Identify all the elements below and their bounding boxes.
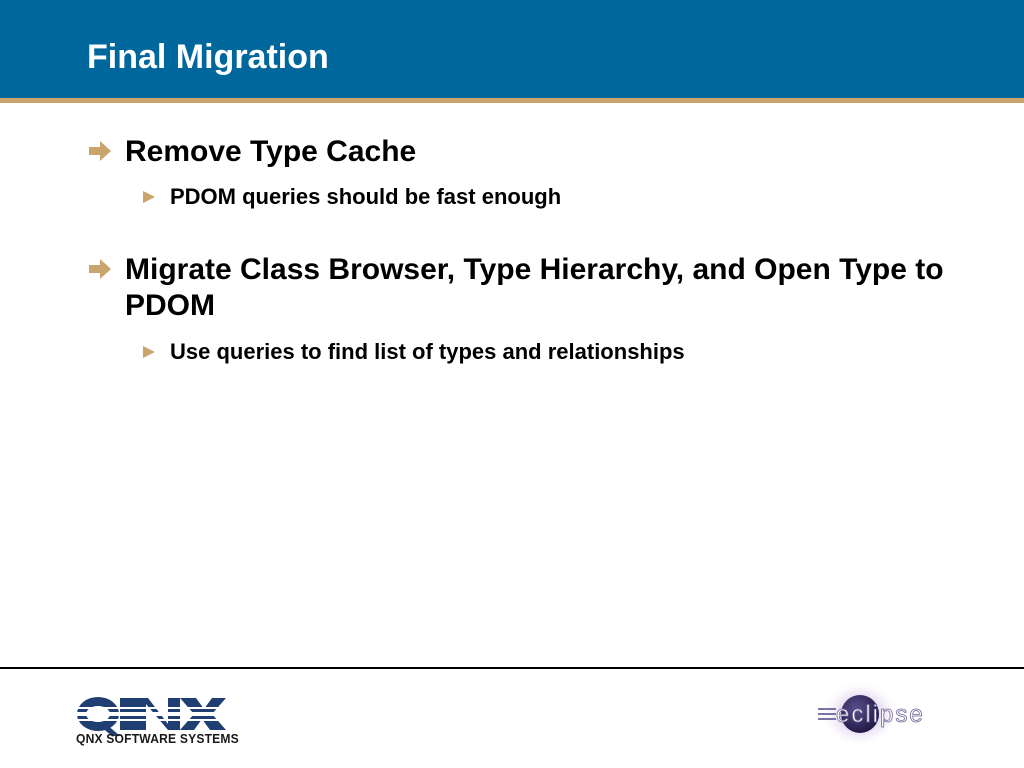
bullet-text: Migrate Class Browser, Type Hierarchy, and Open Type to PDOM	[125, 253, 944, 322]
slide-title: Final Migration	[87, 38, 329, 76]
right-arrow-icon	[87, 256, 113, 282]
footer-divider	[0, 667, 1024, 669]
title-accent-stripe	[0, 98, 1024, 103]
sub-bullet-text: Use queries to find list of types and relationships	[170, 339, 685, 364]
sub-bullet-text: PDOM queries should be fast enough	[170, 184, 562, 209]
eclipse-logo-icon	[812, 678, 942, 752]
triangle-right-icon	[142, 190, 156, 204]
qnx-tagline: QNX SOFTWARE SYSTEMS	[76, 731, 239, 746]
right-arrow-icon	[87, 138, 113, 164]
bullet-text: Remove Type Cache	[125, 135, 417, 168]
triangle-right-icon	[142, 345, 156, 359]
eclipse-wordmark: eclipse	[836, 701, 925, 728]
